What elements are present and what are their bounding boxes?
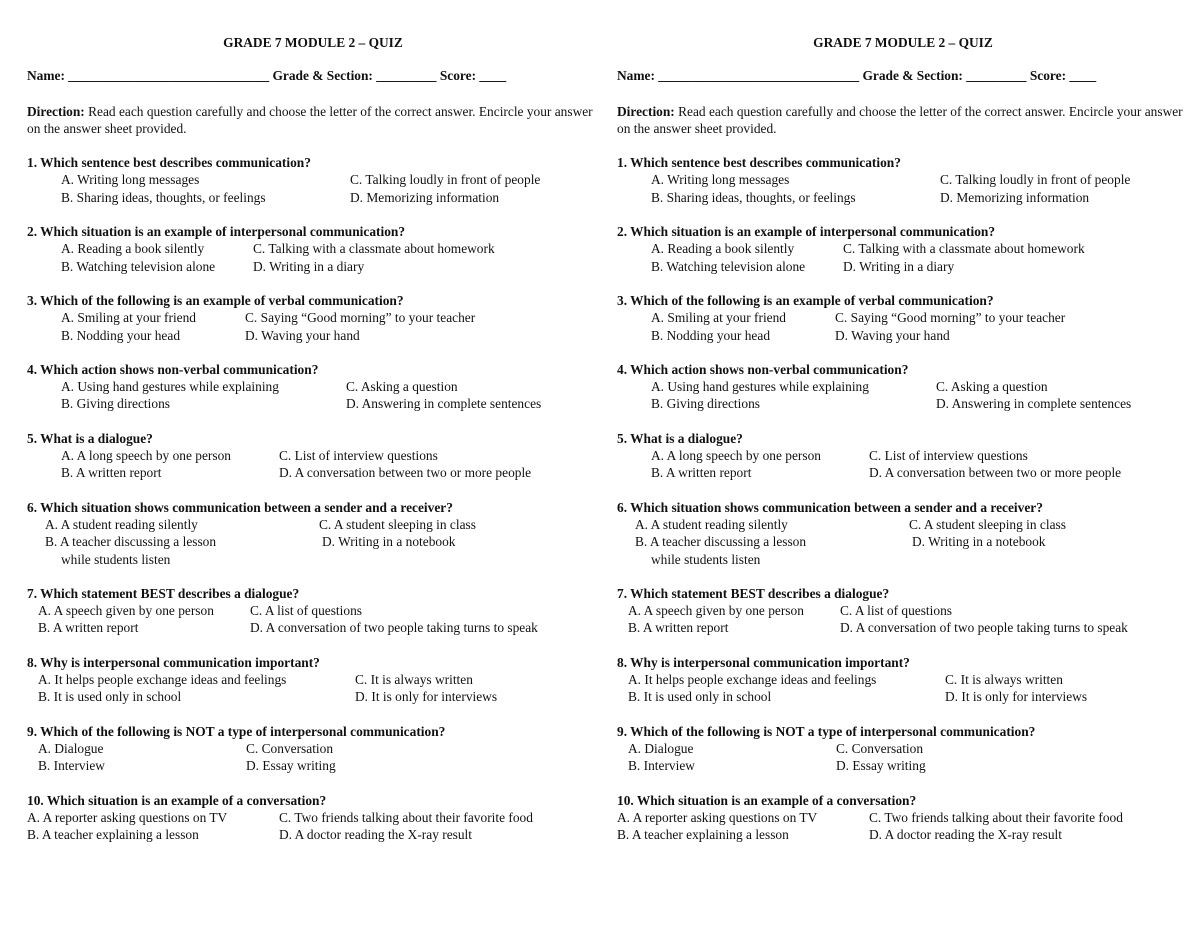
question-8 (27, 654, 599, 706)
option-a: A. It helps people exchange ideas and feelings (38, 672, 287, 688)
question-text: 1. Which sentence best describes communication? (27, 155, 311, 171)
question-10 (27, 792, 599, 844)
option-d: D. Answering in complete sentences (346, 396, 542, 412)
quiz-copy-right (617, 34, 1189, 860)
question-1 (617, 154, 1189, 206)
option-b: B. Watching television alone (651, 258, 806, 274)
question-text: 7. Which statement BEST describes a dialogue? (617, 585, 890, 601)
option-a: A. Writing long messages (61, 172, 200, 188)
direction-text: Read each question carefully and choose the letter of the correct answer. Encircle your answer on the answer sheet provided. (617, 103, 1183, 136)
option-c: C. A list of questions (250, 603, 362, 619)
option-b: B. A written report (628, 620, 729, 636)
option-a: A. A student reading silently (635, 516, 788, 532)
option-b: B. A written report (38, 620, 139, 636)
question-7 (617, 585, 1189, 637)
option-c: C. A student sleeping in class (909, 516, 1066, 532)
question-4 (617, 361, 1189, 413)
question-text: 8. Why is interpersonal communication important? (27, 654, 320, 670)
option-d: D. Writing in a diary (253, 258, 365, 274)
question-text: 8. Why is interpersonal communication important? (617, 654, 910, 670)
option-d: D. Memorizing information (940, 189, 1090, 205)
question-4 (27, 361, 599, 413)
question-text: 4. Which action shows non-verbal communication? (617, 361, 909, 377)
option-c: C. Conversation (836, 740, 924, 756)
question-6 (27, 499, 599, 568)
quiz-title: GRADE 7 MODULE 2 – QUIZ (223, 35, 403, 50)
option-b: B. Sharing ideas, thoughts, or feelings (651, 189, 856, 205)
question-text: 5. What is a dialogue? (27, 430, 153, 446)
question-3 (617, 292, 1189, 344)
question-text: 2. Which situation is an example of interpersonal communication? (617, 224, 996, 240)
option-b: B. Interview (38, 758, 105, 774)
option-a: A. Dialogue (628, 740, 694, 756)
option-b: B. Nodding your head (61, 327, 181, 343)
option-d: D. Writing in a notebook (322, 534, 456, 550)
option-c: C. Talking with a classmate about homework (253, 241, 495, 257)
question-text: 1. Which sentence best describes communication? (617, 155, 901, 171)
option-a: A. A speech given by one person (628, 603, 804, 619)
option-a: A. Reading a book silently (651, 241, 795, 257)
option-b-continued: while students listen (61, 551, 171, 567)
option-a: A. Dialogue (38, 740, 104, 756)
option-a: A. A reporter asking questions on TV (617, 809, 818, 825)
option-d: D. A conversation between two or more people (279, 465, 532, 481)
option-b: B. It is used only in school (38, 689, 182, 705)
option-a: A. Smiling at your friend (651, 310, 787, 326)
question-text: 3. Which of the following is an example of verbal communication? (617, 292, 994, 308)
question-5 (27, 430, 599, 482)
question-9 (27, 723, 599, 775)
option-c: C. Talking loudly in front of people (940, 172, 1131, 188)
option-c: C. It is always written (355, 672, 473, 688)
option-b: B. Giving directions (651, 396, 760, 412)
option-b: B. Watching television alone (61, 258, 216, 274)
option-d: D. A conversation of two people taking turns to speak (250, 620, 538, 636)
option-d: D. Memorizing information (350, 189, 500, 205)
option-d: D. It is only for interviews (945, 689, 1088, 705)
question-6 (617, 499, 1189, 568)
option-d: D. Essay writing (246, 758, 336, 774)
option-b: B. A written report (651, 465, 752, 481)
question-text: 9. Which of the following is NOT a type of interpersonal communication? (617, 723, 1036, 739)
option-c: C. Asking a question (346, 379, 458, 395)
option-d: D. A conversation of two people taking turns to speak (840, 620, 1128, 636)
option-b: B. A teacher explaining a lesson (617, 827, 789, 843)
option-c: C. List of interview questions (869, 448, 1028, 464)
option-c: C. Two friends talking about their favorite food (869, 809, 1123, 825)
option-d: D. Essay writing (836, 758, 926, 774)
question-5 (617, 430, 1189, 482)
directions (617, 103, 1189, 138)
question-text: 6. Which situation shows communication between a sender and a receiver? (27, 499, 453, 515)
question-text: 10. Which situation is an example of a conversation? (27, 792, 327, 808)
question-text: 9. Which of the following is NOT a type of interpersonal communication? (27, 723, 446, 739)
question-text: 7. Which statement BEST describes a dialogue? (27, 585, 300, 601)
question-7 (27, 585, 599, 637)
option-a: A. A speech given by one person (38, 603, 214, 619)
option-c: C. A list of questions (840, 603, 952, 619)
option-a: A. It helps people exchange ideas and feelings (628, 672, 877, 688)
option-c: C. It is always written (945, 672, 1063, 688)
student-info-line: Name: ______________________________ Grade & Section: _________ Score: ____ (27, 68, 507, 84)
question-1 (27, 154, 599, 206)
option-d: D. Waving your hand (835, 327, 950, 343)
option-a: A. Using hand gestures while explaining (61, 379, 279, 395)
option-b: B. A written report (61, 465, 162, 481)
option-d: D. Writing in a diary (843, 258, 955, 274)
question-text: 6. Which situation shows communication between a sender and a receiver? (617, 499, 1043, 515)
question-8 (617, 654, 1189, 706)
option-d: D. A conversation between two or more people (869, 465, 1122, 481)
quiz-title: GRADE 7 MODULE 2 – QUIZ (813, 35, 993, 50)
option-b: B. A teacher explaining a lesson (27, 827, 199, 843)
option-c: C. Asking a question (936, 379, 1048, 395)
question-2 (27, 223, 599, 275)
option-d: D. Waving your hand (245, 327, 360, 343)
direction-text: Read each question carefully and choose the letter of the correct answer. Encircle your answer on the answer sheet provided. (27, 103, 593, 136)
option-c: C. Talking loudly in front of people (350, 172, 541, 188)
option-a: A. Smiling at your friend (61, 310, 197, 326)
option-a: A. A long speech by one person (61, 448, 231, 464)
question-text: 10. Which situation is an example of a conversation? (617, 792, 917, 808)
question-2 (617, 223, 1189, 275)
quiz-copy-left (27, 34, 599, 860)
option-c: C. List of interview questions (279, 448, 438, 464)
option-b: B. It is used only in school (628, 689, 772, 705)
option-b: B. Nodding your head (651, 327, 771, 343)
option-a: A. Writing long messages (651, 172, 790, 188)
direction-label: Direction: (617, 103, 675, 119)
option-c: C. Conversation (246, 740, 334, 756)
option-d: D. A doctor reading the X-ray result (279, 827, 472, 843)
option-d: D. Answering in complete sentences (936, 396, 1132, 412)
directions (27, 103, 599, 138)
option-a: A. Reading a book silently (61, 241, 205, 257)
option-a: A. A student reading silently (45, 516, 198, 532)
student-info-line: Name: ______________________________ Grade & Section: _________ Score: ____ (617, 68, 1097, 84)
option-d: D. It is only for interviews (355, 689, 498, 705)
option-b: B. A teacher discussing a lesson (45, 534, 217, 550)
question-text: 2. Which situation is an example of interpersonal communication? (27, 224, 406, 240)
option-d: D. Writing in a notebook (912, 534, 1046, 550)
question-3 (27, 292, 599, 344)
option-c: C. Two friends talking about their favorite food (279, 809, 533, 825)
option-b: B. A teacher discussing a lesson (635, 534, 807, 550)
question-text: 3. Which of the following is an example of verbal communication? (27, 292, 404, 308)
option-d: D. A doctor reading the X-ray result (869, 827, 1062, 843)
option-a: A. A reporter asking questions on TV (27, 809, 228, 825)
option-c: C. Talking with a classmate about homework (843, 241, 1085, 257)
direction-label: Direction: (27, 103, 85, 119)
option-a: A. Using hand gestures while explaining (651, 379, 869, 395)
option-c: C. Saying “Good morning” to your teacher (835, 310, 1066, 326)
option-b: B. Giving directions (61, 396, 170, 412)
question-text: 5. What is a dialogue? (617, 430, 743, 446)
question-10 (617, 792, 1189, 844)
option-c: C. A student sleeping in class (319, 516, 476, 532)
option-b-continued: while students listen (651, 551, 761, 567)
question-9 (617, 723, 1189, 775)
option-b: B. Sharing ideas, thoughts, or feelings (61, 189, 266, 205)
option-c: C. Saying “Good morning” to your teacher (245, 310, 476, 326)
option-a: A. A long speech by one person (651, 448, 821, 464)
option-b: B. Interview (628, 758, 695, 774)
question-text: 4. Which action shows non-verbal communication? (27, 361, 319, 377)
